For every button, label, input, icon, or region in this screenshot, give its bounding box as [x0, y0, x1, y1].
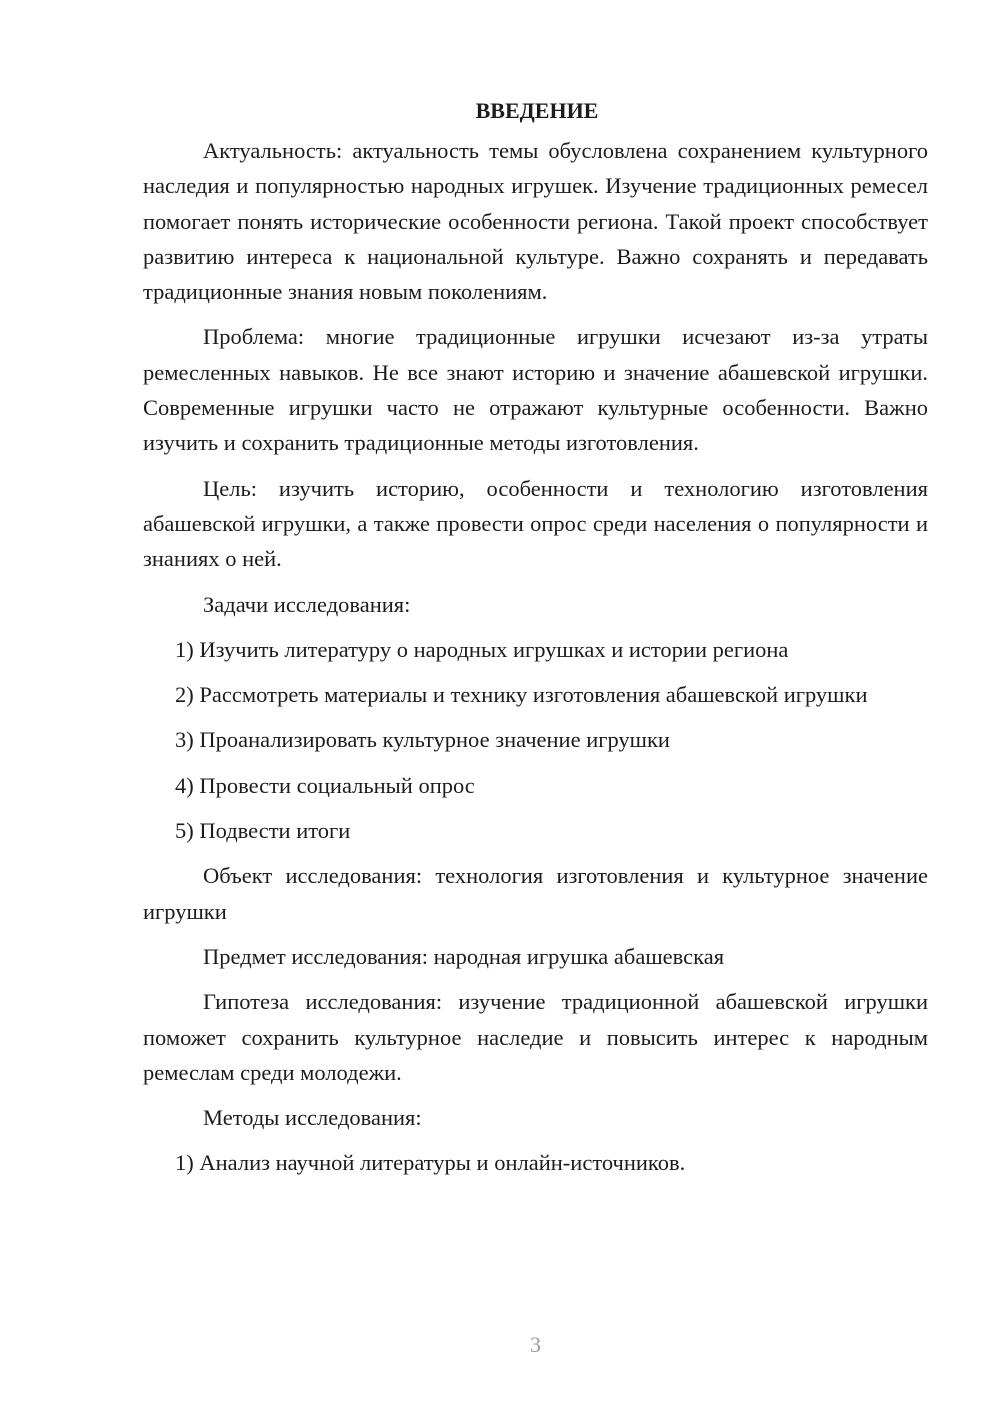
document-page — [143, 96, 928, 1191]
research-subject-paragraph: Предмет исследования: народная игрушка абашевская — [203, 943, 725, 969]
hypothesis-paragraph: Гипотеза исследования: изучение традиционной абашевской игрушки поможет сохранить культурное наследие и повысить интерес к народным ремеслам среди молодежи. — [143, 989, 928, 1085]
task-item-5: 5) Подвести итоги — [175, 818, 351, 844]
relevance-paragraph: Актуальность: актуальность темы обусловлена сохранением культурного наследия и популярностью народных игрушек. Изучение традиционных ремесел помогает понять исторические особенности региона. Такой проект способствует развитию интереса к национальной культуре. Важно сохранять и передавать традиционные знания новым поколениям. — [143, 138, 928, 305]
goal-paragraph: Цель: изучить историю, особенности и технологию изготовления абашевской игрушки, а также провести опрос среди населения о популярности и знаниях о ней. — [143, 475, 928, 572]
section-title: ВВЕДЕНИЕ — [475, 98, 599, 123]
task-item-2: 2) Рассмотреть материалы и технику изготовления абашевской игрушки — [175, 682, 868, 708]
task-item-1: 1) Изучить литературу о народных игрушках и истории региона — [175, 636, 789, 662]
task-item-4: 4) Провести социальный опрос — [175, 772, 475, 798]
methods-heading: Методы исследования: — [203, 1105, 422, 1131]
task-item-3: 3) Проанализировать культурное значение игрушки — [175, 727, 670, 753]
tasks-heading: Задачи исследования: — [203, 591, 411, 617]
method-item-1: 1) Анализ научной литературы и онлайн-источников. — [175, 1150, 686, 1176]
research-object-paragraph: Объект исследования: технология изготовления и культурное значение игрушки — [143, 863, 928, 924]
problem-paragraph: Проблема: многие традиционные игрушки исчезают из-за утраты ремесленных навыков. Не все знают историю и значение абашевской игрушки. Современные игрушки часто не отражают культурные особенности. Важно изучить и сохранить традиционные методы изготовления. — [143, 324, 928, 456]
page-number: 3 — [530, 1332, 541, 1357]
